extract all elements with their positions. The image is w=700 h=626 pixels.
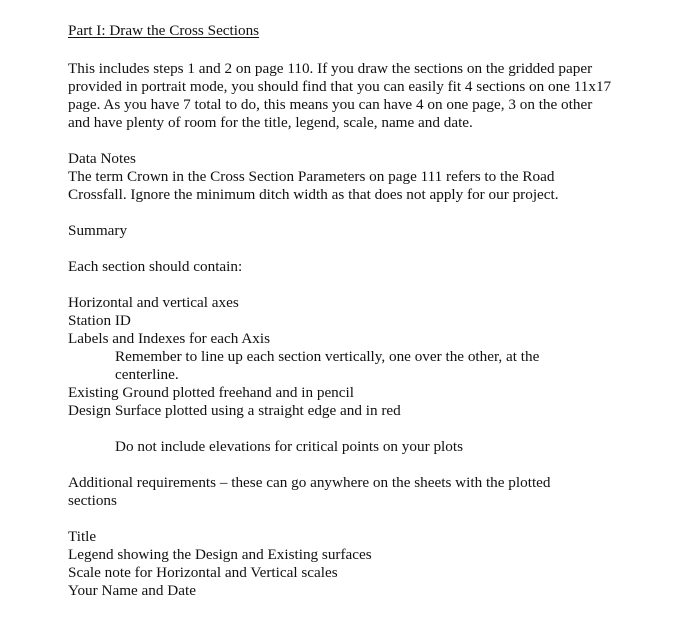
document-page xyxy=(68,22,628,600)
list-item-design: Design Surface plotted using a straight edge and in red xyxy=(68,402,401,419)
list-item-axes: Horizontal and vertical axes xyxy=(68,294,239,311)
page-heading: Part I: Draw the Cross Sections xyxy=(68,22,260,39)
data-notes-title: Data Notes xyxy=(68,150,136,167)
list-item-labels: Labels and Indexes for each Axis xyxy=(68,330,271,347)
intro-paragraph: This includes steps 1 and 2 on page 110. If you draw the sections on the gridded paper provided in portrait mode, you should find that you can easily fit 4 sections on one 11x17 page. As you have 7 total to do, this means you can have 4 on one page, 3 on the other and have plenty of room for the title, legend, scale, name and date. xyxy=(68,60,612,131)
list-item-scale: Scale note for Horizontal and Vertical scales xyxy=(68,564,338,581)
section-intro: Each section should contain: xyxy=(68,258,243,275)
additional-item-list xyxy=(68,528,628,600)
list-item-station: Station ID xyxy=(68,312,131,329)
list-item-legend: Legend showing the Design and Existing surfaces xyxy=(68,546,372,563)
list-item-labels-note: Remember to line up each section vertically, one over the other, at the centerline. xyxy=(115,348,540,383)
data-notes-body: The term Crown in the Cross Section Parameters on page 111 refers to the Road Crossfall. Ignore the minimum ditch width as that does not apply for our project. xyxy=(68,168,559,203)
section-item-list xyxy=(68,294,628,420)
elevation-note: Do not include elevations for critical points on your plots xyxy=(115,438,463,455)
additional-requirements: Additional requirements – these can go anywhere on the sheets with the plotted sections xyxy=(68,474,551,509)
list-item-existing: Existing Ground plotted freehand and in pencil xyxy=(68,384,354,401)
list-item-title: Title xyxy=(68,528,97,545)
list-item-name-date: Your Name and Date xyxy=(68,582,196,599)
summary-label: Summary xyxy=(68,222,128,239)
